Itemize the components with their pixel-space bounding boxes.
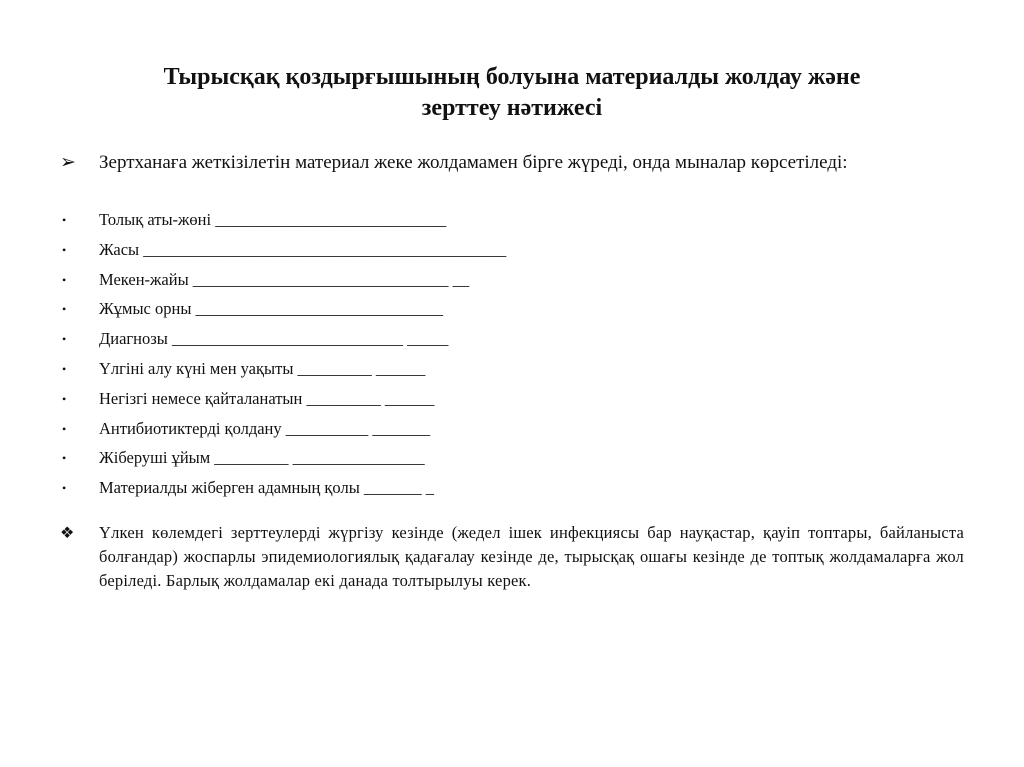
field-label: Материалды жіберген адамның қолы _______ _ xyxy=(99,478,435,498)
bullet-icon: • xyxy=(62,391,67,406)
slide-title-line-1: Тырысқақ қоздырғышының болуына материалды жолдау және xyxy=(163,64,861,90)
field-primary-or-repeat xyxy=(60,385,660,415)
field-full-name xyxy=(60,206,660,236)
field-label: Мекен-жайы _______________________________ __ xyxy=(99,269,470,289)
intro-text: Зертханаға жеткізілетін материал жеке жолдамамен бірге жүреді, онда мыналар көрсетіледі: xyxy=(99,152,848,173)
bullet-icon: • xyxy=(62,213,67,227)
bullet-icon: • xyxy=(62,302,67,317)
field-label: Толық аты-жөні ____________________________ xyxy=(99,210,447,229)
arrowhead-bullet-icon: ➢ xyxy=(60,152,76,173)
bullet-icon: • xyxy=(62,451,67,466)
field-label: Негізгі немесе қайталанатын _________ ______ xyxy=(99,388,435,408)
field-label: Үлгіні алу күні мен уақыты _________ ______ xyxy=(99,358,426,378)
diamond-bullet-icon: ❖ xyxy=(60,525,75,542)
bullet-icon: • xyxy=(62,481,67,496)
bullet-icon: • xyxy=(62,421,67,436)
field-label: Диагнозы ____________________________ _____ xyxy=(99,329,449,349)
field-label: Жасы ____________________________________________ xyxy=(99,239,507,259)
field-label: Жұмыс орны ______________________________ xyxy=(99,299,444,319)
field-sender-signature xyxy=(60,474,660,504)
field-sample-date-time xyxy=(60,355,660,385)
bullet-icon: • xyxy=(62,332,67,347)
field-antibiotics xyxy=(60,415,660,445)
referral-fields-list xyxy=(60,206,660,504)
slide-title-line-2: зерттеу нәтижесі xyxy=(421,95,603,121)
slide-title xyxy=(80,62,944,124)
field-age xyxy=(60,236,660,266)
field-label: Жіберуші ұйым _________ ________________ xyxy=(99,448,425,468)
field-address xyxy=(60,266,660,296)
bullet-icon: • xyxy=(62,272,67,287)
field-label: Антибиотиктерді қолдану __________ _______ xyxy=(99,418,431,438)
note-text: Үлкен көлемдегі зерттеулерді жүргізу кезінде (жедел ішек инфекциясы бар науқастар, қауіп топтары, байланыста болғандар) жоспарлы эпидемиологиялық қадағалау кезінде де, тырысқақ ошағы кезінде де топтық жолдамаларға жол беріледі. Барлық жолдамалар екі данада толтырылуы керек. xyxy=(99,523,964,590)
field-sending-organization xyxy=(60,444,660,474)
bullet-icon: • xyxy=(62,242,67,257)
field-diagnosis xyxy=(60,325,660,355)
bullet-icon: • xyxy=(62,361,67,376)
field-workplace xyxy=(60,295,660,325)
